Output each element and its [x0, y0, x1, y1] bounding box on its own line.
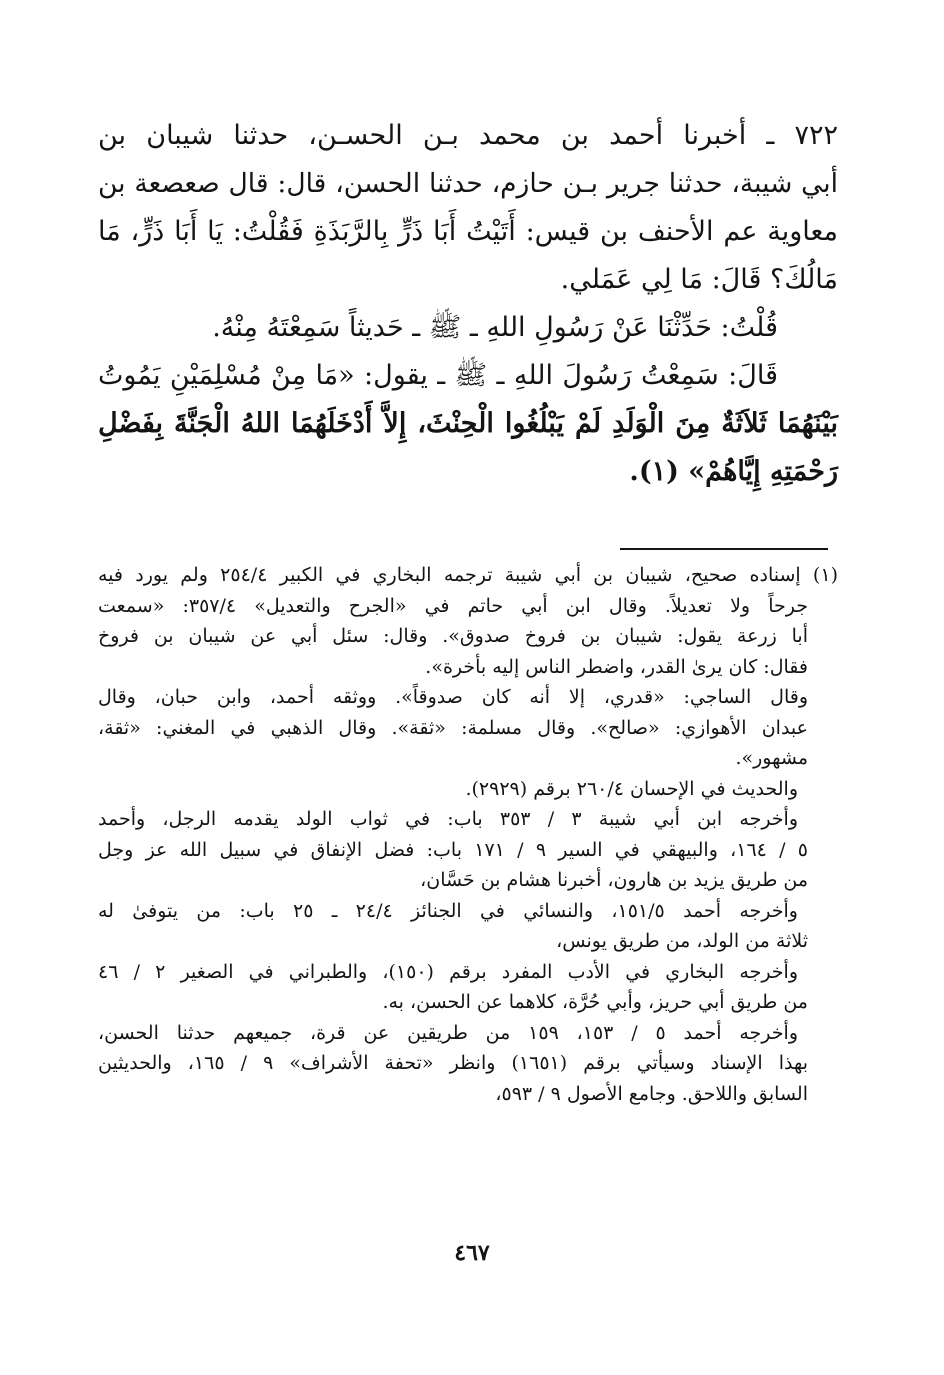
hadith-line: معاوية عم الأحنف بن قيس: أَتَيْتُ أَبَا ذَرٍّ بِالرَّبَذَةِ فَقُلْتُ: يَا أَبَا ذَرٍّ، مَا [98, 216, 838, 247]
hadith-line: قُلْتُ: حَدِّثْنَا عَنْ رَسُولِ اللهِ ـ ﷺ ـ حَديثاً سَمِعْتَهُ مِنْهُ. [212, 312, 778, 343]
footnote-line: فقال: كان يرىٰ القدر، واضطر الناس إليه بأخرة». [425, 655, 808, 678]
footnote-line: عبدان الأهوازي: «صالح». وقال مسلمة: «ثقة». وقال الذهبي في المغني: «ثقة، [98, 716, 808, 739]
hadith-line: ٧٢٢ ـ أخبرنا أحمد بن محمد بـن الحسـن، حدثنا شيبان بن [98, 120, 838, 151]
footnote-line: من طريق أبي حريز، وأبي حُرَّة، كلاهما عن الحسن، به. [382, 991, 808, 1013]
hadith-line: قَالَ: سَمِعْتُ رَسُولَ اللهِ ـ ﷺ ـ يقول: «مَا مِنْ مُسْلِمَيْنِ يَمُوتُ [98, 360, 778, 391]
hadith-line: رَحْمَتِهِ إِيَّاهُمْ» (١). [629, 456, 838, 487]
footnote-line: وأخرجه أحمد ١٥١/٥، والنسائي في الجنائز ٢٤/٤ ـ ٢٥ باب: من يتوفىٰ له [98, 899, 798, 922]
footnote-line: وأخرجه أحمد ٥ / ١٥٣، ١٥٩ من طريقين عن قرة، جميعهم حدثنا الحسن، [98, 1021, 798, 1044]
footnote-line: السابق واللاحق. وجامع الأصول ٩ / ٥٩٣، [495, 1082, 808, 1105]
footnote-line: وقال الساجي: «قدري، إلا أنه كان صدوقاً». ووثقه أحمد، وابن حبان، وقال [98, 686, 808, 708]
footnote-line: ٥ / ١٦٤، والبيهقي في السير ٩ / ١٧١ باب: فضل الإنفاق في سبيل الله عز وجل [98, 838, 809, 861]
footnotes [98, 560, 838, 1109]
footnote-line: أبا زرعة يقول: شيبان بن فروخ صدوق». وقال: سئل أبي عن شيبان بن فروخ [98, 625, 808, 647]
footnote-line: بهذا الإسناد وسيأتي برقم (١٦٥١) وانظر «تحفة الأشراف» ٩ / ١٦٥، والحديثين [98, 1052, 808, 1074]
hadith-text [98, 112, 838, 496]
footnote-line: من طريق يزيد بن هارون، أخبرنا هشام بن حَسَّان، [420, 869, 808, 891]
footnote-line: ثلاثة من الولد، من طريق يونس، [556, 930, 808, 952]
footnote-line: وأخرجه ابن أبي شيبة ٣ / ٣٥٣ باب: في ثواب الولد يقدمه الرجل، وأحمد [98, 808, 799, 830]
hadith-line: مَالُكَ؟ قَالَ: مَا لِي عَمَلي. [560, 264, 838, 295]
footnote-line: جرحاً ولا تعديلاً. وقال ابن أبي حاتم في «الجرح والتعديل» ٣٥٧/٤: «سمعت [98, 594, 808, 617]
footnote-line: مشهور». [735, 747, 808, 769]
hadith-line: أبي شيبة، حدثنا جرير بـن حازم، حدثنا الحسن، قال: قال صعصعة بن [98, 168, 838, 199]
footnote-divider [620, 548, 828, 550]
footnote-line: (١) إسناده صحيح، شيبان بن أبي شيبة ترجمه البخاري في الكبير ٢٥٤/٤ ولم يورد فيه [98, 564, 838, 586]
page-number: ٤٦٧ [454, 1240, 490, 1266]
footnote-line: وأخرجه البخاري في الأدب المفرد برقم (١٥٠)، والطبراني في الصغير ٢ / ٤٦ [98, 960, 798, 983]
footnote-line: والحديث في الإحسان ٢٦٠/٤ برقم (٢٩٢٩). [465, 777, 798, 800]
hadith-line: بَيْنَهُمَا ثَلاَثَةٌ مِنَ الْوَلَدِ لَمْ يَبْلُغُوا الْحِنْثَ، إِلاَّ أَدْخَلَهُمَا اللهُ الْجَنَّةَ بِفَضْلِ [98, 408, 838, 439]
